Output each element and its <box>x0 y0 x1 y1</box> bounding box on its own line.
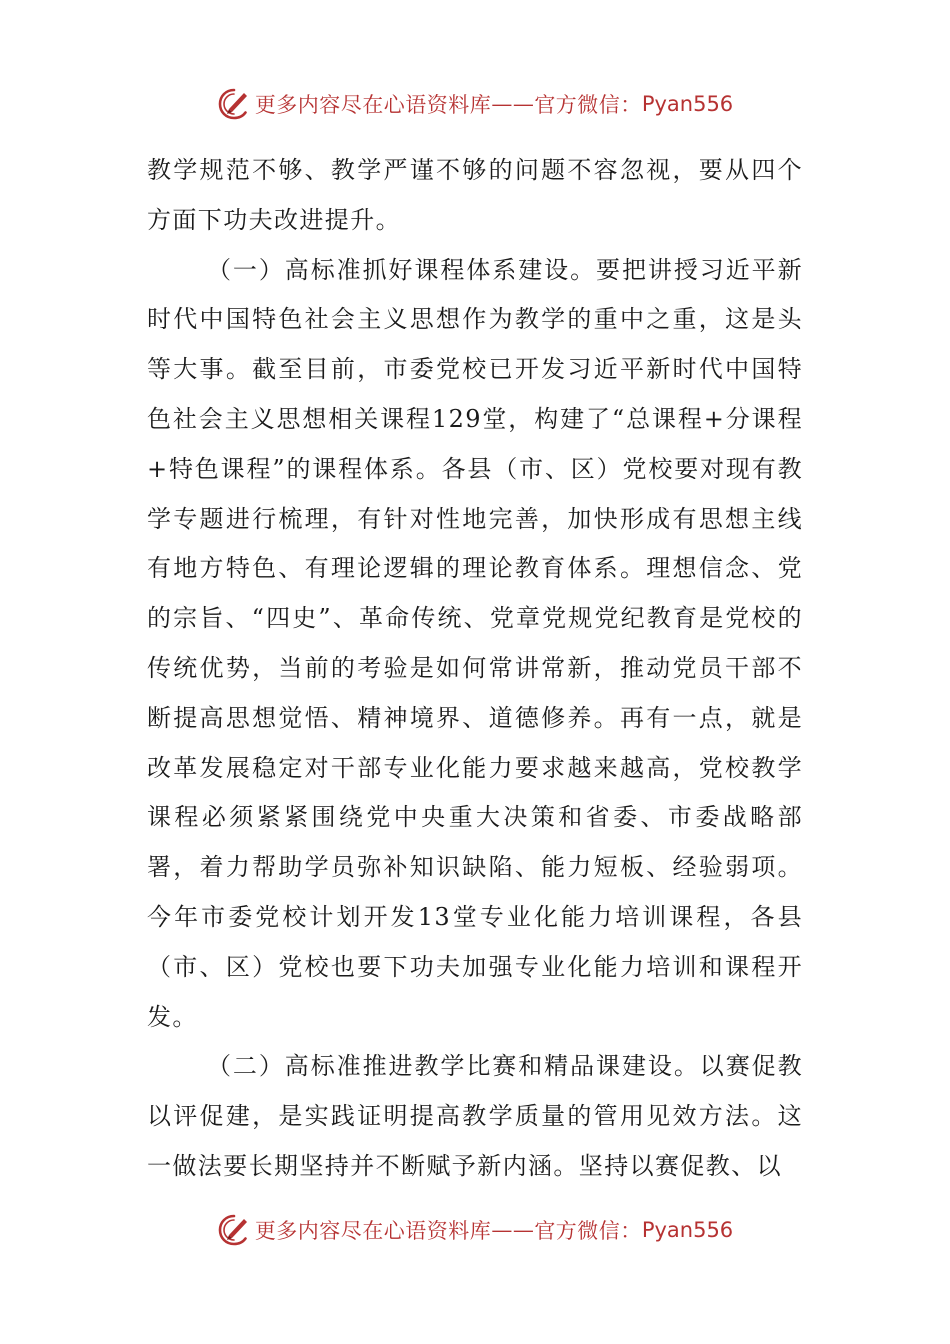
watermark-brand-text: 更多内容尽在心语资料库 <box>254 1219 492 1243</box>
watermark-dash: —— <box>491 92 535 116</box>
watermark-footer <box>0 1210 950 1250</box>
watermark-wechat-id: Pyan556 <box>641 92 734 116</box>
paragraph-3: （二）高标准推进教学比赛和精品课建设。以赛促教以评促建，是实践证明提高教学质量的管用见效方法。这一做法要长期坚持并不断赋予新内涵。坚持以赛促教、以 <box>147 1052 803 1180</box>
watermark-brand-text: 更多内容尽在心语资料库 <box>254 93 492 117</box>
watermark-wechat-id: Pyan556 <box>641 1218 734 1242</box>
brush-seal-icon <box>217 1213 251 1247</box>
watermark-dash: —— <box>491 1218 535 1242</box>
paragraph-1: 教学规范不够、教学严谨不够的问题不容忽视，要从四个方面下功夫改进提升。 <box>147 156 803 234</box>
document-body <box>147 146 803 1192</box>
brush-seal-icon <box>217 87 251 121</box>
paragraph-2: （一）高标准抓好课程体系建设。要把讲授习近平新时代中国特色社会主义思想作为教学的重中之重，这是头等大事。截至目前，市委党校已开发习近平新时代中国特色社会主义思想相关课程129堂，构建了“总课程+分课程+特色课程”的课程体系。各县（市、区）党校要对现有教学专题进行梳理，有针对性地完善，加快形成有思想主线有地方特色、有理论逻辑的理论教育体系。理想信念、党的宗旨、“四史”、革命传统、党章党规党纪教育是党校的传统优势，当前的考验是如何常讲常新，推动党员干部不断提高思想觉悟、精神境界、道德修养。再有一点，就是改革发展稳定对干部专业化能力要求越来越高，党校教学课程必须紧紧围绕党中央重大决策和省委、市委战略部署，着力帮助学员弥补知识缺陷、能力短板、经验弱项。今年市委党校计划开发13堂专业化能力培训课程，各县（市、区）党校也要下功夫加强专业化能力培训和课程开发。 <box>147 255 803 1031</box>
watermark-header <box>0 84 950 124</box>
watermark-wechat-label: 官方微信： <box>534 1219 642 1243</box>
watermark-wechat-label: 官方微信： <box>534 93 642 117</box>
